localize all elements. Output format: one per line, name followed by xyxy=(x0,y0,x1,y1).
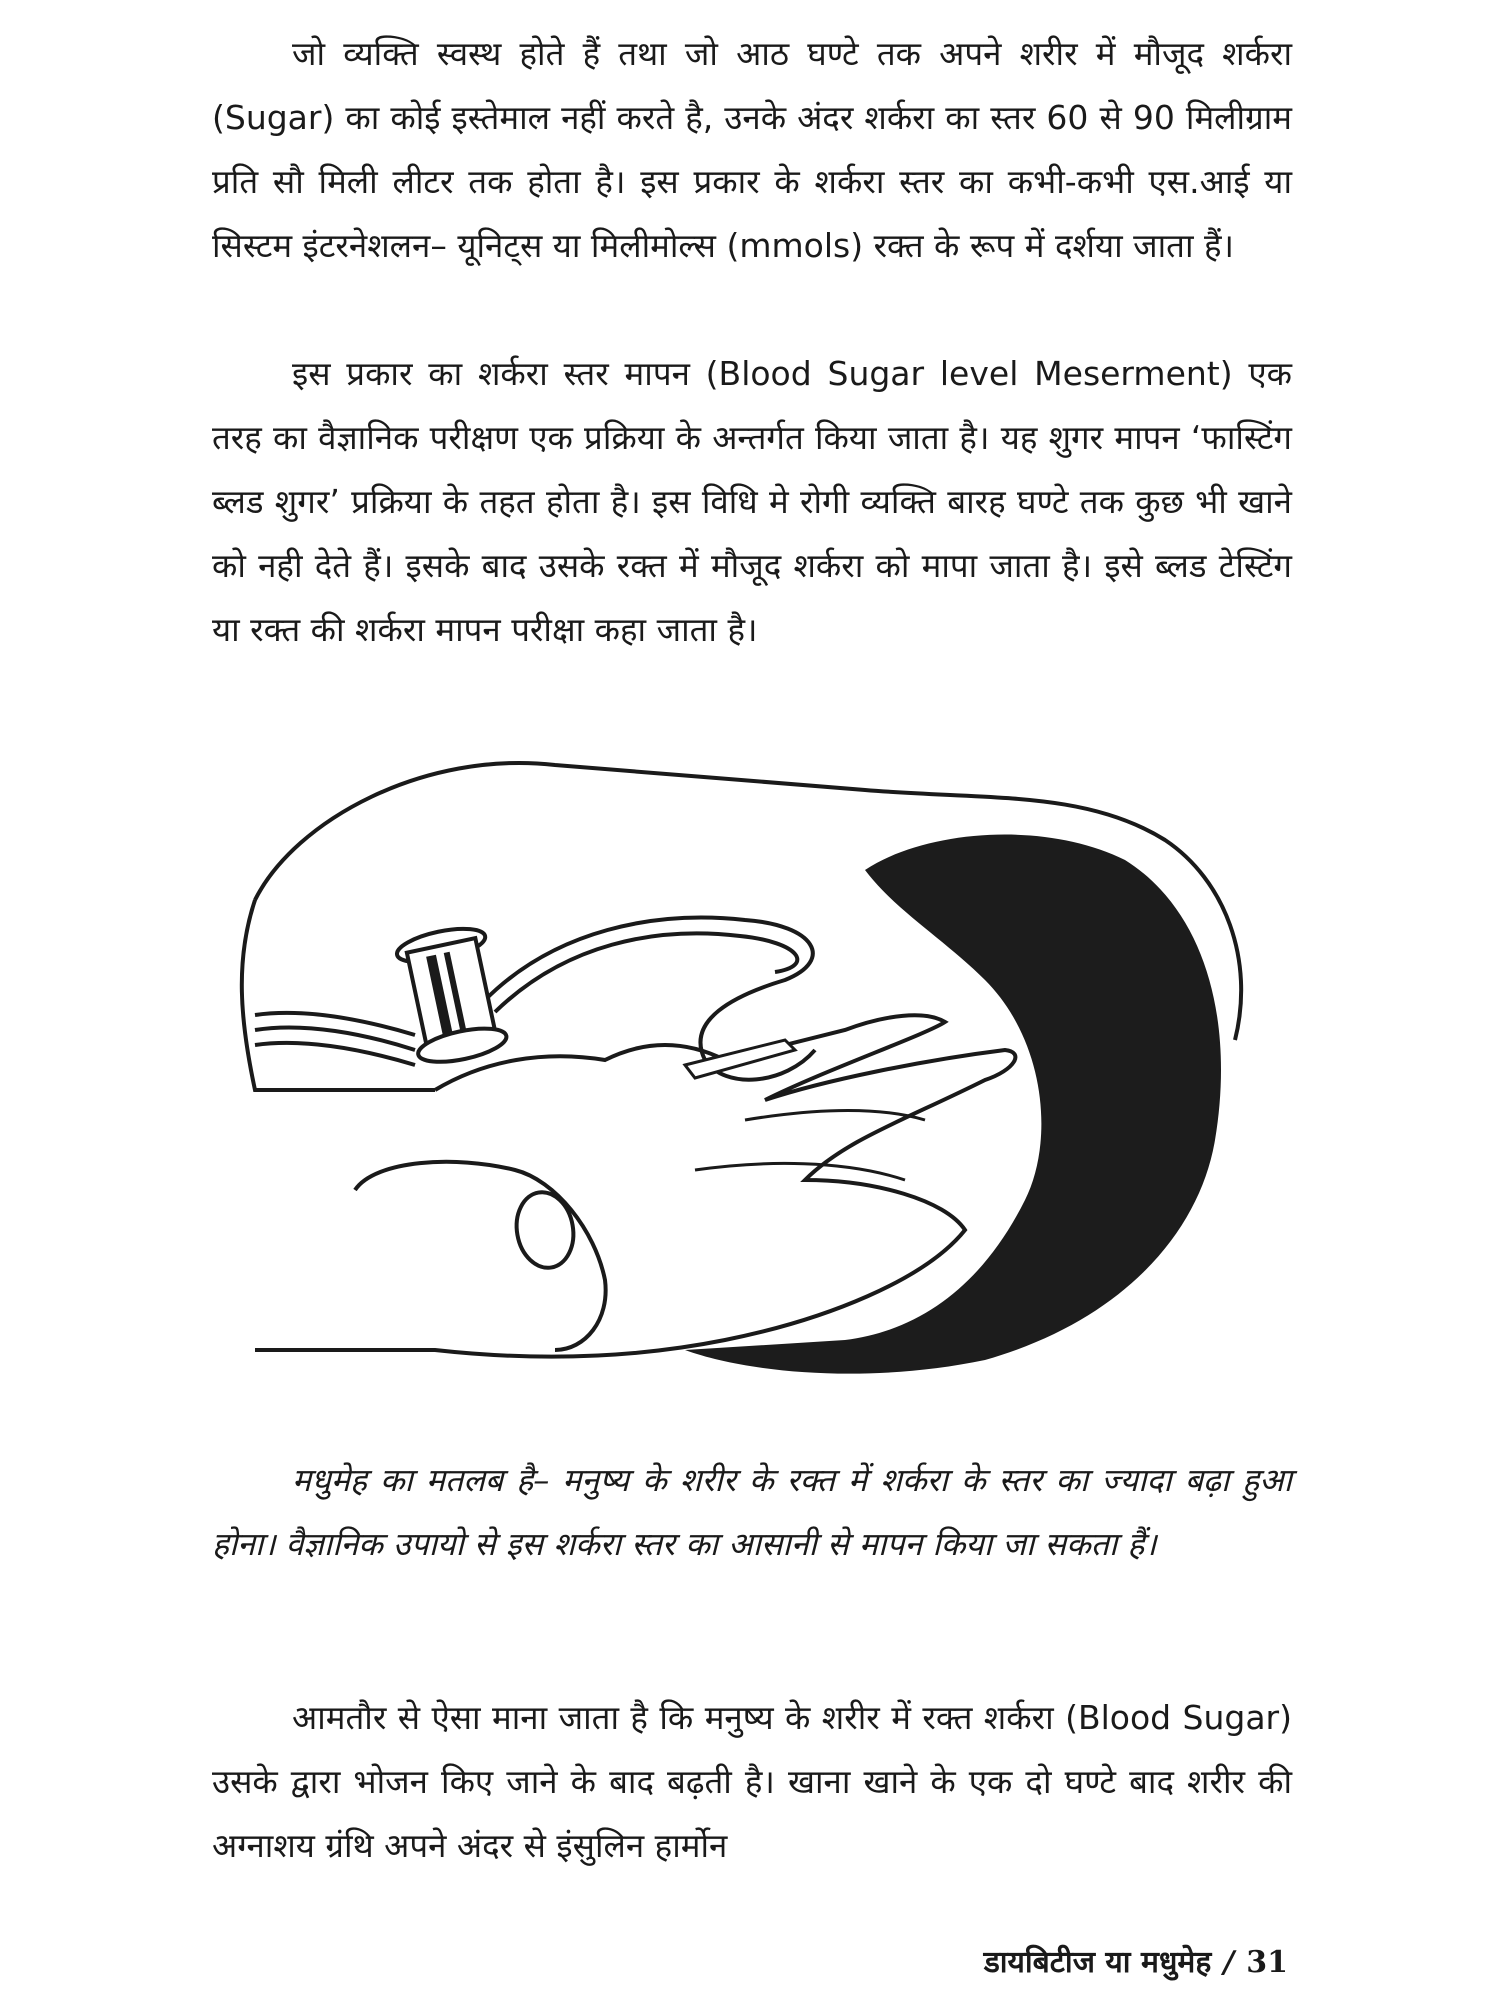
page-number: 31 xyxy=(1246,1945,1288,1980)
sleeve-stripe-3 xyxy=(255,1043,415,1065)
footer-book-title: डायबिटीज या मधुमेह xyxy=(983,1945,1212,1980)
blood-test-illustration xyxy=(225,760,1285,1400)
paragraph-2: इस प्रकार का शर्करा स्तर मापन (Blood Sugar level Meserment) एक तरह का वैज्ञानिक परीक्षण एक प्रक्रिया के अन्तर्गत किया जाता है। यह शुगर मापन ‘फास्टिंग ब्लड शुगर’ प्रक्रिया के तहत होता है। इस विधि मे रोगी व्यक्ति बारह घण्टे तक कुछ भी खाने को नही देते हैं। इसके बाद उसके रक्त में मौजूद शर्करा को मापा जाता है। इसे ब्लड टेस्टिंग या रक्त की शर्करा मापन परीक्षा कहा जाता है। xyxy=(212,354,1292,649)
paragraph-1: जो व्यक्ति स्वस्थ होते हैं तथा जो आठ घण्टे तक अपने शरीर में मौजूद शर्करा (Sugar) का कोई इस्तेमाल नहीं करते है, उनके अंदर शर्करा का स्तर 60 से 90 मिलीग्राम प्रति सौ मिली लीटर तक होता है। इस प्रकार के शर्करा स्तर का कभी-कभी एस.आई या सिस्टम इंटरनेशलन– यूनिट्स या मिलीमोल्स (mmols) रक्त के रूप में दर्शया जाता हैं। xyxy=(212,34,1292,265)
page-footer xyxy=(984,1940,1288,1981)
finger-lines xyxy=(695,1111,925,1180)
illustration-caption: मधुमेह का मतलब है– मनुष्य के शरीर के रक्त में शर्करा के स्तर का ज्यादा बढ़ा हुआ होना। वैज्ञानिक उपायो से इस शर्करा स्तर का आसानी से मापन किया जा सकता हैं। xyxy=(212,1461,1292,1563)
hand-outline xyxy=(255,1015,1015,1356)
shadow-area xyxy=(685,835,1221,1374)
paragraph-3: आमतौर से ऐसा माना जाता है कि मनुष्य के शरीर में रक्त शर्करा (Blood Sugar) उसके द्वारा भोजन किए जाने के बाद बढ़ती है। खाना खाने के एक दो घण्टे बाद शरीर की अग्नाशय ग्रंथि अपने अंदर से इंसुलिन हार्मोन xyxy=(212,1698,1292,1865)
thumbnail xyxy=(511,1188,579,1273)
footer-separator: / xyxy=(1223,1945,1235,1980)
device-tube-inner xyxy=(495,933,797,1012)
